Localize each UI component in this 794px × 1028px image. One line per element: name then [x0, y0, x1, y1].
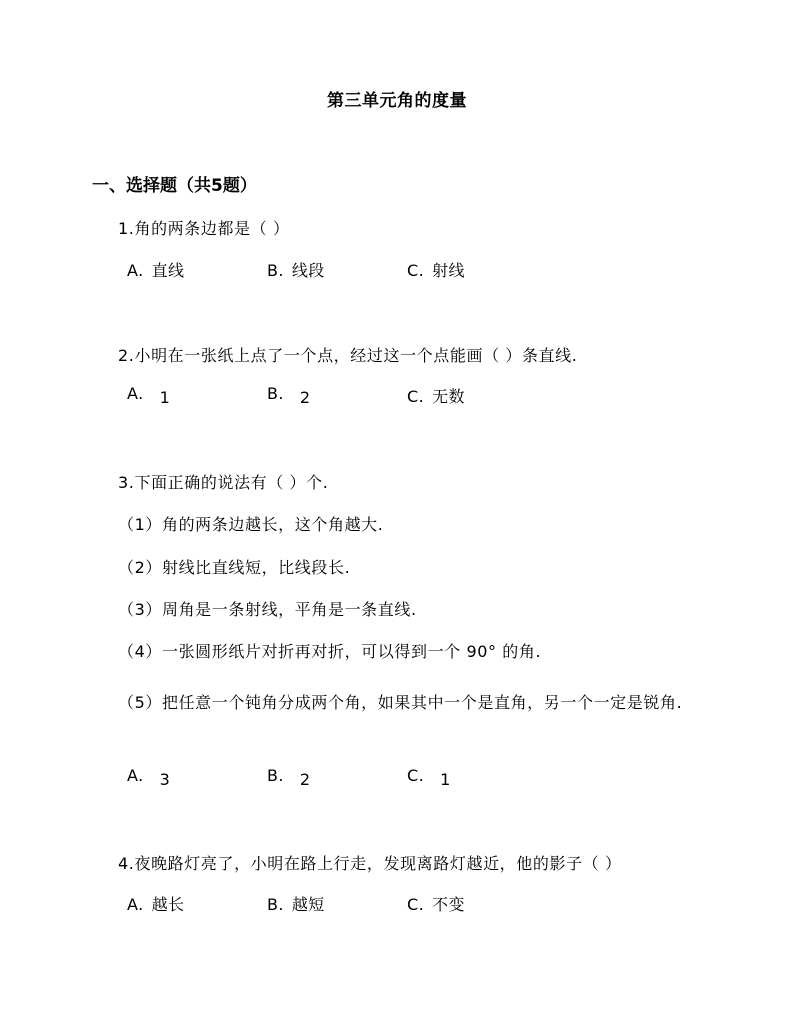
- option-letter: C.: [407, 895, 425, 914]
- question-1-stem: 1.角的两条边都是（ ）: [118, 219, 290, 238]
- question-1-option-b[interactable]: [267, 258, 325, 281]
- question-3-stem: 3.下面正确的说法有（ ）个.: [118, 473, 329, 492]
- question-4-option-b[interactable]: [267, 892, 325, 915]
- option-text: 3: [159, 770, 171, 789]
- question-4-stem: 4.夜晚路灯亮了，小明在路上行走，发现离路灯越近，他的影子（ ）: [118, 854, 622, 873]
- option-letter: C.: [407, 766, 425, 785]
- option-letter: A.: [127, 766, 144, 785]
- option-text: 越短: [291, 895, 325, 914]
- question-1-option-a[interactable]: [127, 258, 184, 281]
- option-letter: C.: [407, 261, 425, 280]
- question-2-option-c[interactable]: [407, 384, 465, 407]
- statement-5: （5）把任意一个钝角分成两个角，如果其中一个是直角，另一个一定是锐角.: [118, 693, 683, 712]
- option-letter: A.: [127, 384, 144, 403]
- question-3-option-c[interactable]: [407, 766, 451, 789]
- statement-4: （4）一张圆形纸片对折再对折，可以得到一个 90° 的角.: [118, 642, 542, 661]
- question-4-option-a[interactable]: [127, 892, 184, 915]
- page-title: 第三单元角的度量: [327, 91, 467, 111]
- section-heading: 一、选择题（共5题）: [92, 176, 257, 196]
- statement-3: （3）周角是一条射线，平角是一条直线.: [118, 600, 417, 619]
- option-text: 不变: [432, 895, 465, 914]
- question-3-option-b[interactable]: [267, 766, 311, 789]
- question-2-stem: 2.小明在一张纸上点了一个点，经过这一个点能画（ ）条直线.: [118, 346, 578, 365]
- question-1-option-c[interactable]: [407, 258, 465, 281]
- option-text: 无数: [432, 387, 465, 406]
- option-letter: B.: [267, 766, 284, 785]
- statement-1: （1）角的两条边越长，这个角越大.: [118, 515, 384, 534]
- option-text: 线段: [291, 261, 325, 280]
- option-letter: B.: [267, 895, 284, 914]
- option-text: 1: [440, 770, 451, 789]
- question-2-option-b[interactable]: [267, 384, 311, 407]
- option-text: 越长: [151, 895, 185, 914]
- option-text: 射线: [432, 261, 465, 280]
- option-letter: B.: [267, 261, 284, 280]
- question-4-option-c[interactable]: [407, 892, 465, 915]
- question-3-option-a[interactable]: [127, 766, 171, 789]
- statement-2: （2）射线比直线短，比线段长.: [118, 558, 351, 577]
- option-letter: A.: [127, 895, 144, 914]
- option-letter: A.: [127, 261, 144, 280]
- option-text: 直线: [151, 261, 185, 280]
- option-letter: B.: [267, 384, 284, 403]
- option-letter: C.: [407, 387, 425, 406]
- option-text: 2: [299, 770, 311, 789]
- option-text: 2: [299, 388, 311, 407]
- option-text: 1: [159, 388, 171, 407]
- question-2-option-a[interactable]: [127, 384, 171, 407]
